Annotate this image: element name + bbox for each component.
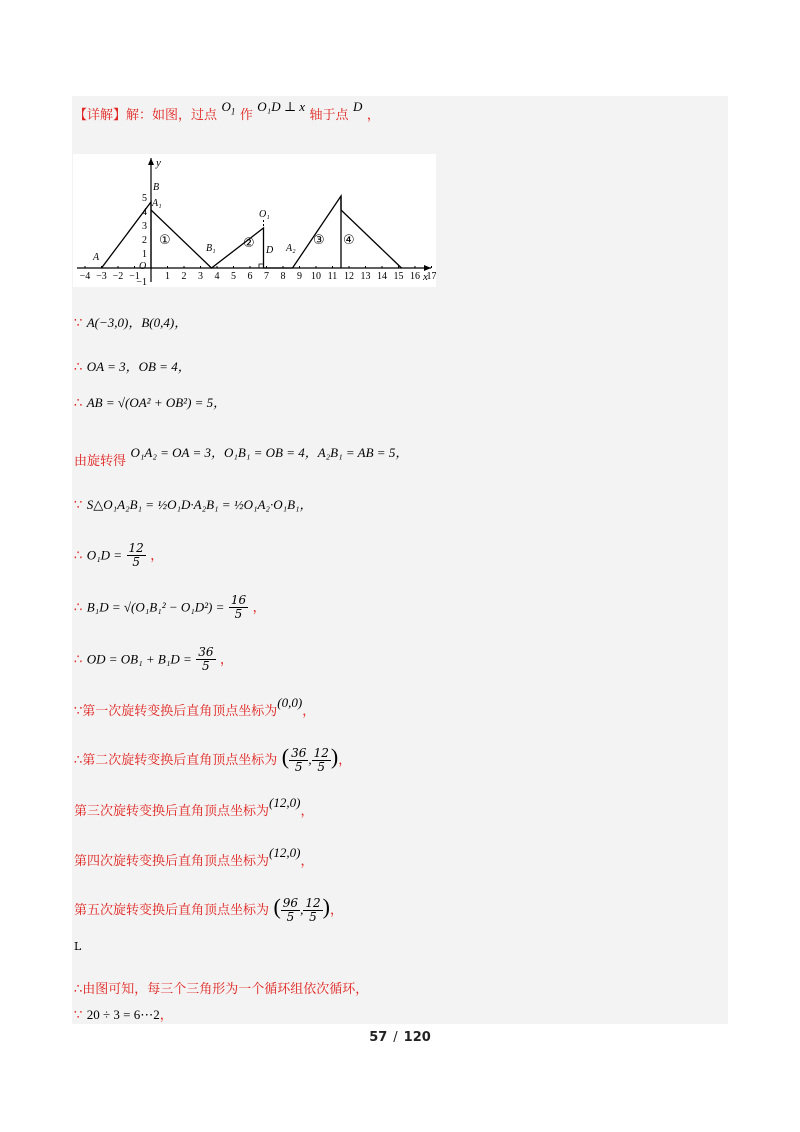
circled-4: ④	[343, 233, 355, 248]
x-tick-label: 8	[280, 271, 286, 282]
x-tick-label: 12	[344, 271, 354, 282]
o1d-line: ∴ O₁D = $\frac{12}{5}$ ，	[74, 541, 164, 569]
x-tick-label: 1	[165, 271, 170, 282]
second-rotation-line: ∴第二次旋转变换后直角顶点坐标为 ( $\frac{36}{5}$ , $\frac{12}{5}$ )，	[74, 744, 352, 774]
x-tick-label: 13	[360, 271, 371, 282]
circled-3: ③	[313, 233, 325, 248]
area-line: ∵ S△O₁A₂B₁ = ½O₁D·A₂B₁ = ½O₁A₂·O₁B₁，	[74, 497, 313, 513]
x-tick-label: 16	[410, 271, 420, 282]
small-mark: L	[74, 940, 82, 953]
x-tick-label: −1	[129, 271, 140, 282]
current-page: 57	[369, 1030, 388, 1045]
given-points-line: ∵ A(−3,0)，B(0,4)，	[74, 315, 188, 331]
x-tick-label: −4	[79, 271, 91, 282]
x-tick-label: 3	[198, 271, 203, 282]
circled-1: ①	[159, 233, 171, 248]
y-neg-tick-label: −1	[136, 277, 147, 287]
circled-2: ②	[243, 236, 255, 251]
cycle-line: ∴由图可知，每三个三角形为一个循环组依次循环，	[74, 982, 369, 997]
right-angle-mark	[259, 264, 264, 268]
perp-relation: O₁D ⊥ x	[257, 99, 306, 114]
fraction: $\frac{36}{5}$	[198, 645, 214, 673]
y-label: y	[156, 157, 161, 169]
x-tick-label: 9	[297, 271, 302, 282]
label-o1: O₁	[259, 209, 270, 220]
label-a1: A₁	[152, 198, 162, 209]
rotation-line: 由旋转得 O₁A₂ = OA = 3，O₁B₁ = OB = 4，A₂B₁ = AB = 5，	[74, 445, 409, 469]
intro-line: 【详解】解：如图，过点 $O_1$ 作 O₁D ⊥ x 轴于点 D ，	[74, 99, 380, 123]
oa-ob-line: ∴ OA = 3，OB = 4，	[74, 359, 191, 375]
page-number: 57 / 120	[369, 1030, 431, 1045]
third-rotation-line: 第三次旋转变换后直角顶点坐标为(12,0)，	[74, 795, 314, 819]
fraction: $\frac{12}{5}$	[128, 541, 144, 569]
first-rotation-line: ∵第一次旋转变换后直角顶点坐标为(0,0)，	[74, 695, 316, 719]
y-tick-label: 1	[142, 249, 147, 260]
label-b1: B₁	[206, 243, 216, 254]
axis-ticks	[80, 193, 436, 287]
fraction: $\frac{16}{5}$	[230, 593, 247, 621]
total-pages: 120	[403, 1030, 431, 1045]
x-tick-label: 4	[214, 271, 220, 282]
point-o1: $O_1$	[221, 99, 236, 117]
x-tick-label: 5	[231, 271, 236, 282]
x-tick-label: 6	[247, 271, 253, 282]
x-tick-label: 11	[327, 271, 338, 282]
y-axis-arrow	[148, 158, 154, 165]
b1d-line: ∴ B₁D = √(O₁B₁² − O₁D²) = $\frac{16}{5}$ ，	[74, 593, 266, 621]
ab-line: ∴ AB = √(OA² + OB²) = 5，	[74, 395, 227, 411]
label-d: D	[266, 245, 274, 256]
label-a: A	[93, 252, 100, 263]
fourth-rotation-line: 第四次旋转变换后直角顶点坐标为(12,0)，	[74, 845, 314, 869]
x-tick-label: −3	[96, 271, 107, 282]
x-tick-label: 14	[377, 271, 387, 282]
x-tick-label: −2	[112, 271, 124, 282]
figure-svg	[73, 154, 436, 287]
label-b: B	[153, 182, 160, 193]
label-o: O	[139, 261, 147, 272]
y-tick-label: 3	[142, 221, 147, 232]
x-tick-label: 2	[181, 271, 187, 282]
fifth-rotation-line: 第五次旋转变换后直角顶点坐标为 ( $\frac{96}{5}$ , $\frac{12}{5}$ )，	[74, 894, 343, 924]
y-tick-label: 4	[142, 207, 147, 218]
x-tick-label: 10	[311, 271, 321, 282]
label-a2: A₂	[286, 243, 296, 254]
division-line: ∵ 20 ÷ 3 = 6⋯2，	[74, 1007, 173, 1023]
x-label: x	[423, 271, 428, 283]
x-tick-label: 17	[426, 271, 436, 282]
x-tick-label: 15	[393, 271, 404, 282]
y-tick-label: 5	[142, 193, 147, 204]
od-line: ∴ OD = OB₁ + B₁D = $\frac{36}{5}$ ，	[74, 645, 233, 673]
y-tick-label: 2	[142, 235, 147, 246]
x-tick-label: 7	[264, 271, 269, 282]
coordinate-figure	[73, 154, 436, 287]
